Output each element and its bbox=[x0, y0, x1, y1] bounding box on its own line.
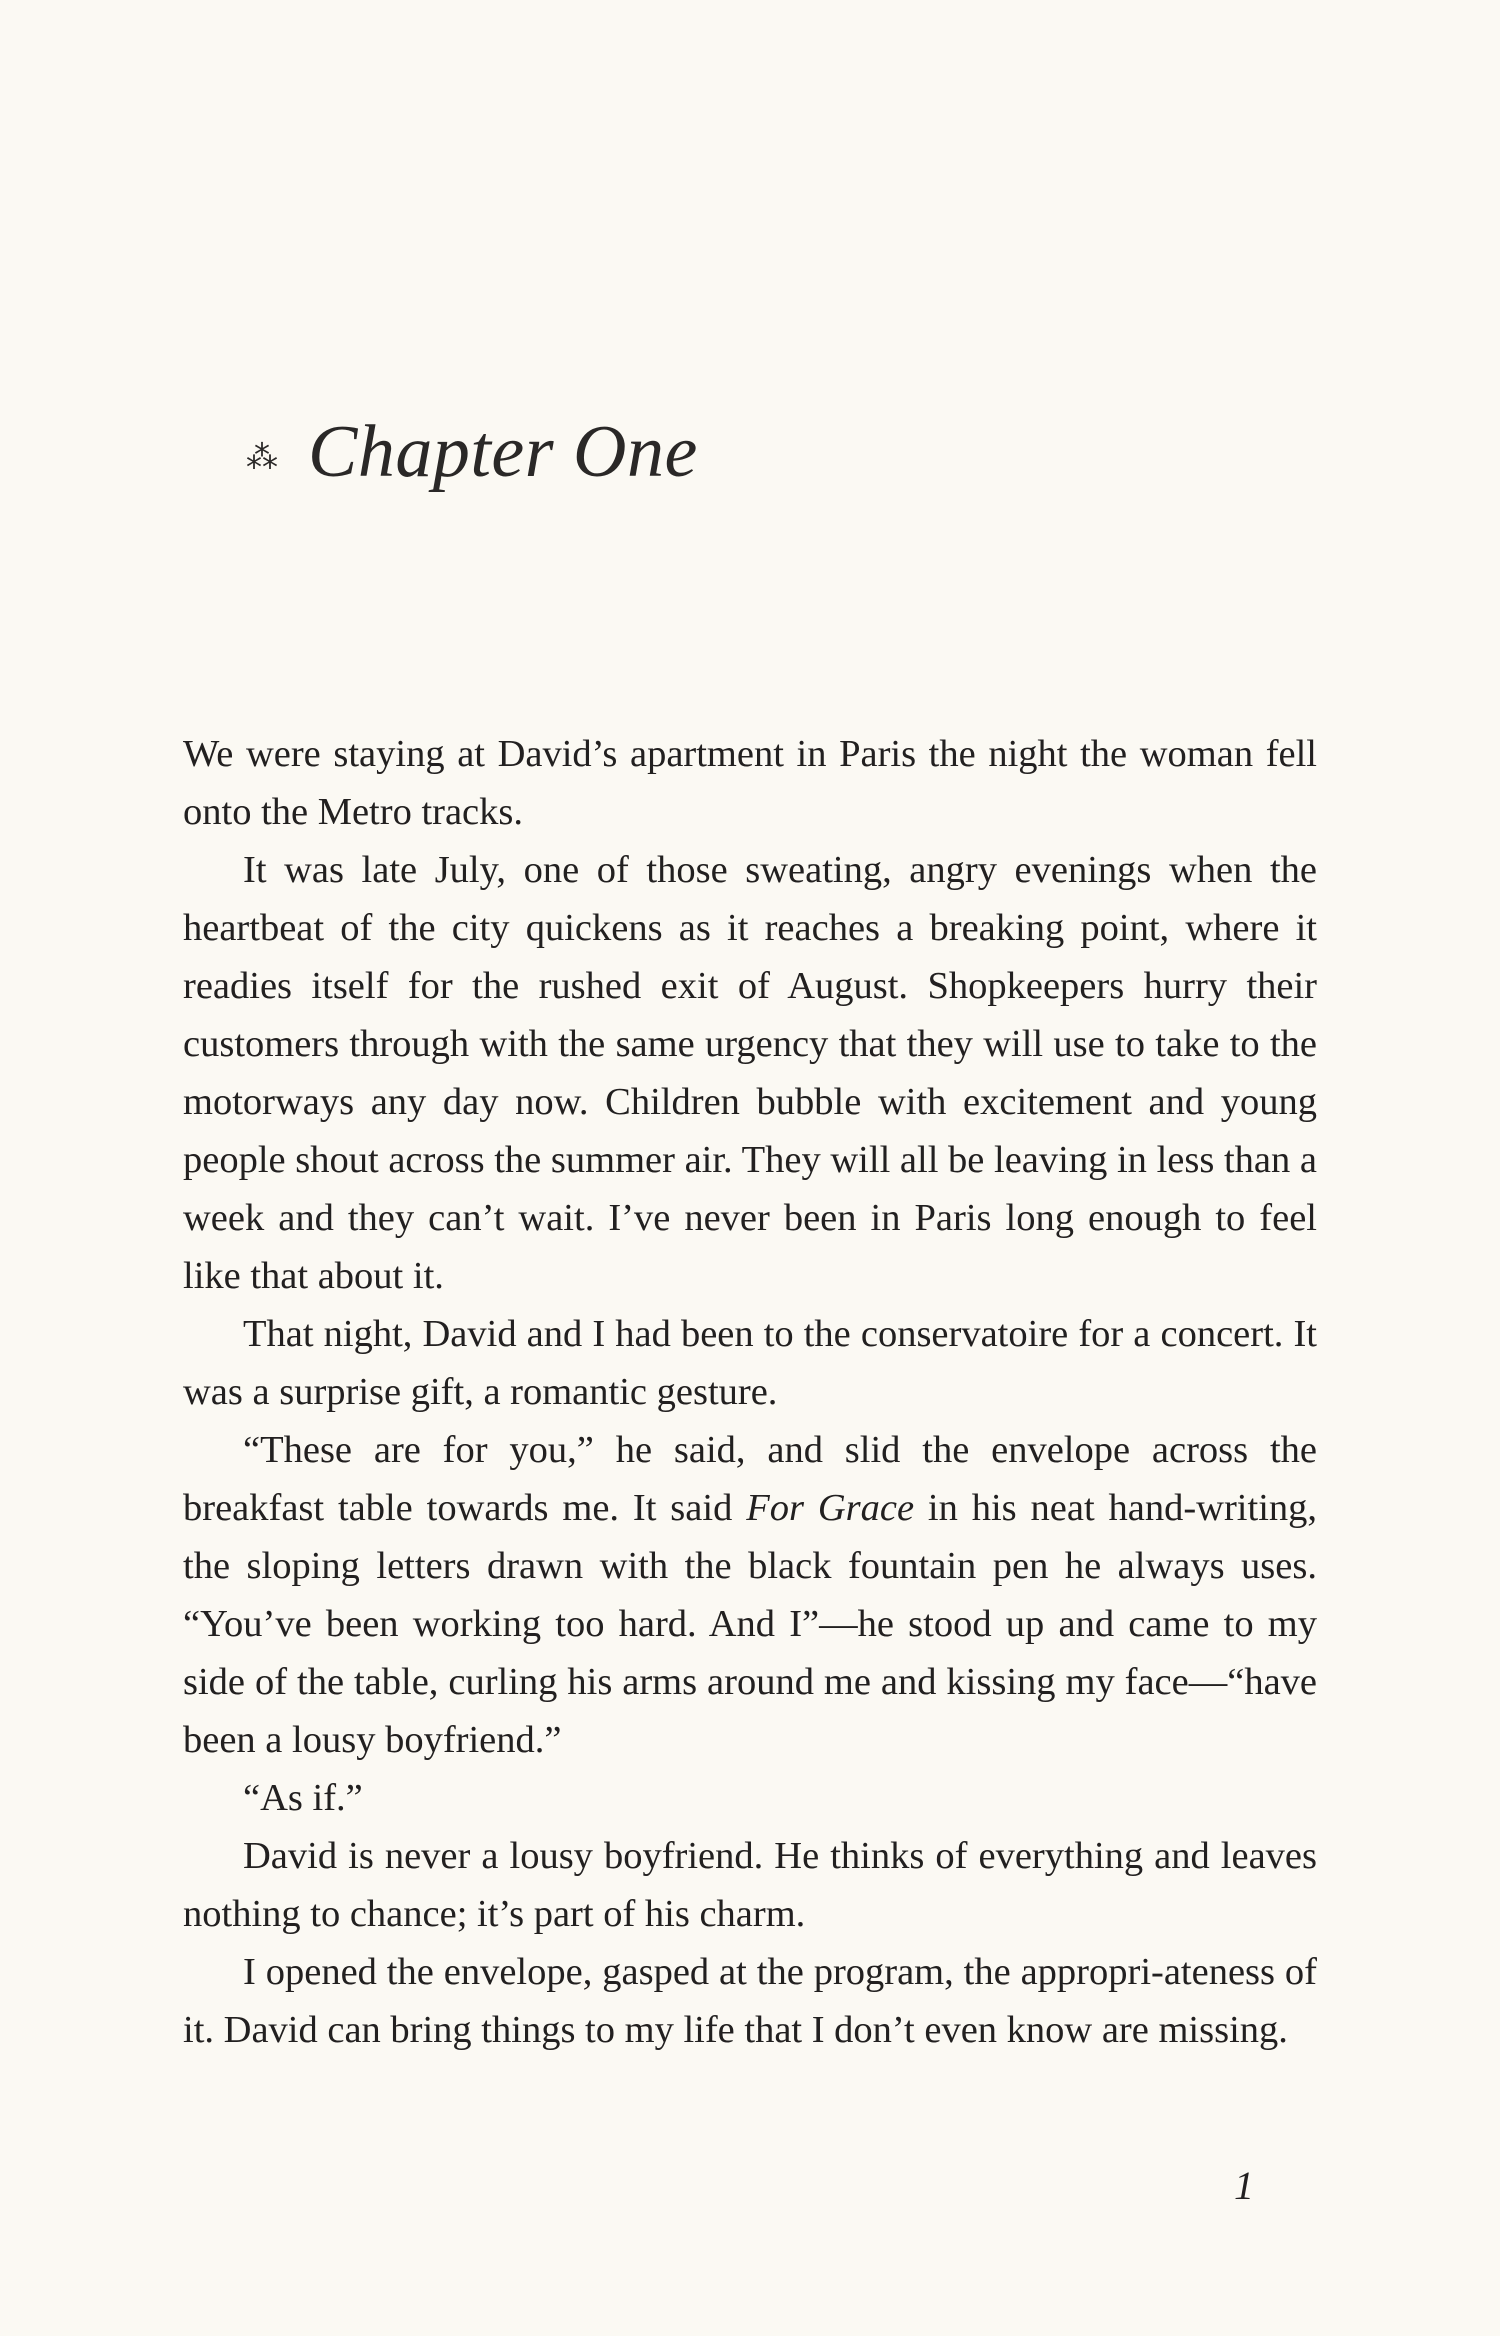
paragraph: “As if.” bbox=[243, 1777, 363, 1819]
paragraph: We were staying at David’s apartment in Paris the night the woman fell onto the Metro tracks. bbox=[183, 733, 1317, 833]
paragraph-text: in his neat hand-writing, the sloping letters drawn with the black fountain pen he always uses. “You’ve been working too hard. And I”—he stood up and came to my side of the table, curling his arms around me and kissing my face—“have been a lousy boyfriend.” bbox=[183, 1487, 1318, 1761]
paragraph: I opened the envelope, gasped at the program, the appropri-ateness of it. David can bring things to my life that I don’t even know are missing. bbox=[183, 1951, 1317, 2051]
paragraph: It was late July, one of those sweating, angry evenings when the heartbeat of the city quickens as it reaches a breaking point, where it readies itself for the rushed exit of August. Shopkeepers hurry their customers through with the same urgency that they will use to take to the motorways any day now. Children bubble with excitement and young people shout across the summer air. They will all be leaving in less than a week and they can’t wait. I’ve never been in Paris long enough to feel like that about it. bbox=[183, 849, 1317, 1297]
paragraph: That night, David and I had been to the conservatoire for a concert. It was a surprise gift, a romantic gesture. bbox=[183, 1313, 1317, 1413]
asterism-ornament-icon: ⁂ bbox=[246, 438, 278, 476]
paragraph: David is never a lousy boyfriend. He thinks of everything and leaves nothing to chance; it’s part of his charm. bbox=[183, 1835, 1317, 1935]
paragraph-text: “These are for you,” he said, and slid the envelope across the breakfast table towards me. It said bbox=[183, 1429, 1317, 1529]
paragraph bbox=[183, 1421, 1317, 1769]
page-number: 1 bbox=[1234, 2163, 1254, 2208]
italic-title: For Grace bbox=[746, 1487, 915, 1529]
chapter-heading bbox=[246, 410, 698, 495]
chapter-title: Chapter One bbox=[308, 411, 698, 493]
body-text bbox=[183, 725, 1317, 2059]
